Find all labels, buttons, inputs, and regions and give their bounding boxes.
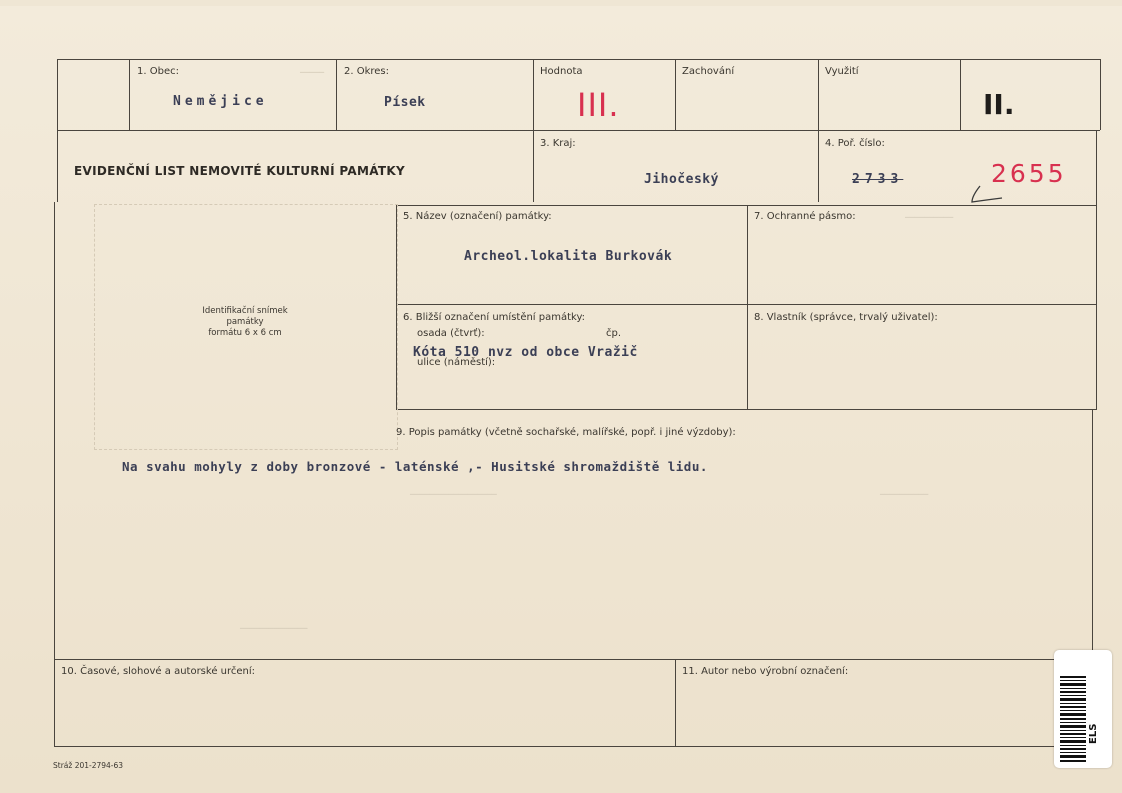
photo-caption-line1: Identifikační snímek — [202, 306, 288, 316]
okres-value: Písek — [384, 95, 426, 110]
barcode-label: ELS — [1088, 723, 1099, 744]
popis-label: 9. Popis památky (včetně sochařské, malířské, popř. i jiné výzdoby): — [396, 427, 736, 438]
print-code: Stráž 201-2794-63 — [53, 761, 124, 770]
kraj-label: 3. Kraj: — [540, 138, 576, 149]
ghost-text: ───── — [300, 68, 325, 77]
handwritten-mark-icon — [966, 184, 1006, 206]
obec-value: Nemějice — [173, 94, 268, 109]
photo-caption-line3: formátu 6 x 6 cm — [208, 328, 282, 338]
ghost-text: ────────── — [880, 490, 929, 499]
okres-label: 2. Okres: — [344, 66, 390, 77]
form-title: EVIDENČNÍ LIST NEMOVITÉ KULTURNÍ PAMÁTKY — [74, 164, 405, 178]
hodnota-label: Hodnota — [540, 66, 583, 77]
ochranne-pasmo-label: 7. Ochranné pásmo: — [754, 211, 856, 222]
barcode-icon — [1060, 676, 1086, 764]
ghost-text: ────────── — [905, 213, 954, 222]
blizsi-value: Kóta 510 nvz od obce Vražič — [413, 345, 638, 360]
por-cislo-old-value: 2733 — [852, 172, 904, 187]
obec-label: 1. Obec: — [137, 66, 179, 77]
ulice-label: ulice (náměstí): — [417, 357, 496, 368]
popis-value: Na svahu mohyly z doby bronzové - laténské ,- Husitské shromaždiště lidu. — [122, 459, 708, 474]
blizsi-label: 6. Bližší označení umístění památky: — [403, 312, 586, 323]
barcode-sticker — [1054, 650, 1112, 768]
photo-caption-line2: památky — [226, 317, 264, 327]
vyuziti-label: Využití — [825, 66, 859, 77]
nazev-value: Archeol.lokalita Burkovák — [464, 249, 673, 264]
ghost-text: ────────────────── — [410, 490, 497, 499]
form-sheet — [0, 6, 1122, 793]
photo-caption — [94, 306, 396, 339]
cp-label: čp. — [606, 328, 622, 339]
autor-label: 11. Autor nebo výrobní označení: — [682, 666, 849, 677]
osada-label: osada (čtvrť): — [417, 328, 485, 339]
kraj-value: Jihočeský — [644, 172, 719, 187]
por-cislo-label: 4. Poř. číslo: — [825, 138, 885, 149]
vlastnik-label: 8. Vlastník (správce, trvalý uživatel): — [754, 312, 938, 323]
por-cislo-new-value: 2655 — [991, 159, 1067, 188]
hodnota-value: III. — [577, 86, 620, 124]
nazev-label: 5. Název (označení) památky: — [403, 211, 552, 222]
zachovani-label: Zachování — [682, 66, 735, 77]
casove-label: 10. Časové, slohové a autorské určení: — [61, 666, 256, 677]
ghost-text: ────────────── — [240, 624, 308, 633]
vyuziti-value: II. — [983, 88, 1015, 121]
